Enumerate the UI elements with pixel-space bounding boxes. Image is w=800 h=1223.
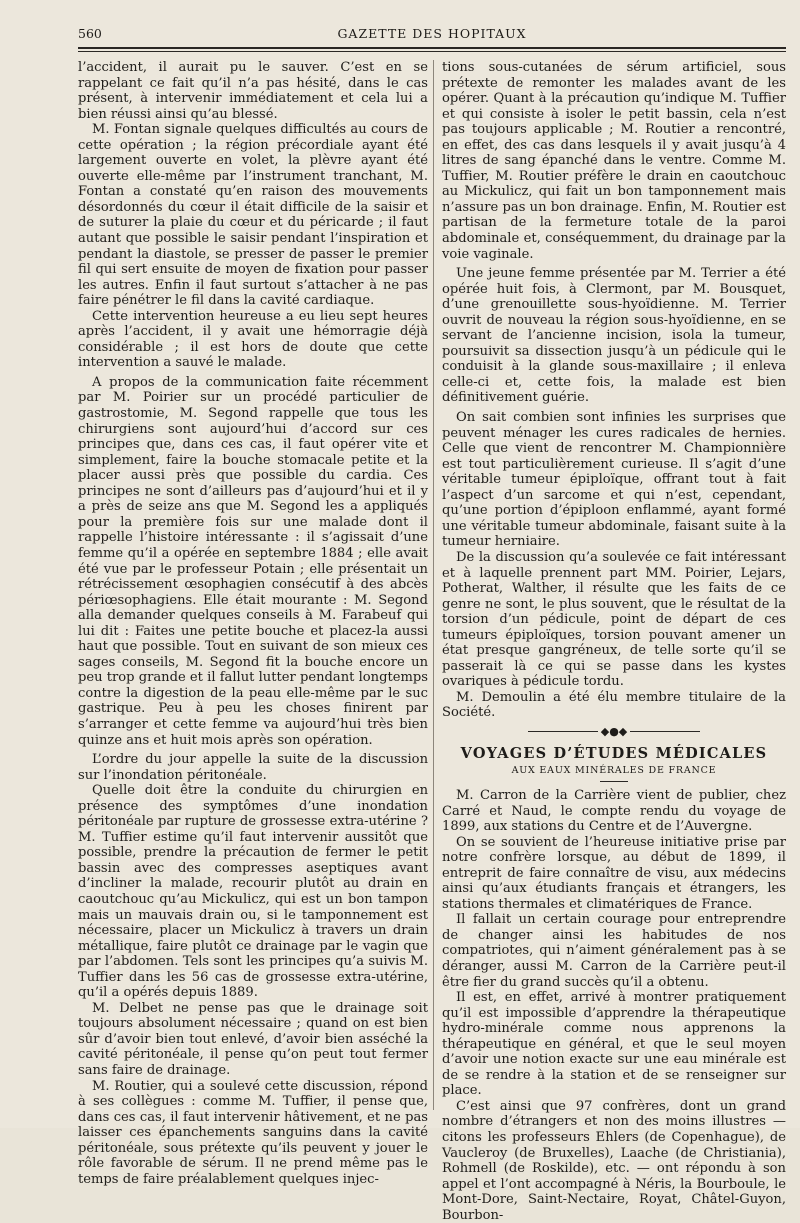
- running-title: GAZETTE DES HOPITAUX: [337, 26, 527, 41]
- short-rule: [600, 781, 628, 782]
- page-header: [78, 18, 786, 46]
- paragraph: M. Carron de la Carrière vient de publier, chez Carré et Naud, le compte rendu du voyage de 1899, aux stations du Centre et de l’Auvergne.: [442, 787, 786, 835]
- header-rule-thin: [78, 51, 786, 52]
- paragraph: On sait combien sont infinies les surprises que peuvent ménager les cures radicales de hernies. Celle que vient de rencontrer M. Championnière est tout particulièrement curieuse. Il s’agit d’une véritable tumeur épiploïque, offrant tout à fait l’aspect d’un sarcome et qui n’est, cependant, qu’une portion d’épiploon enflammé, ayant formé une véritable tumeur abdominale, faisant suite à la tumeur herniaire.: [442, 410, 786, 550]
- paragraph: On se souvient de l’heureuse initiative prise par notre confrère lorsque, au début de 1899, il entreprit de faire connaître de visu, aux médecins ainsi qu’aux étudiants français et étrangers, les stations thermales et climatériques de France.: [442, 834, 786, 912]
- paragraph: l’accident, il aurait pu le sauver. C’est en se rappelant ce fait qu’il n’a pas hésité, dans le cas présent, à intervenir immédiatement et cela lui a bien réussi ainsi qu’au blessé.: [78, 60, 428, 122]
- header-rule: [78, 47, 786, 49]
- section-separator: [442, 723, 786, 741]
- paragraph: C’est ainsi que 97 confrères, dont un grand nombre d’étrangers et non des moins illustres — citons les professeurs Ehlers (de Copenhague), de Vaucleroy (de Bruxelles), Laache (de Christiania), Rohmell (de Roskilde), etc. — ont répondu à son appel et l’ont accompagné à Néris, la Bourboule, le Mont-Dore, Saint-Nectaire, Royat, Châtel-Guyon, Bourbon-: [442, 1098, 786, 1223]
- paragraph: M. Fontan signale quelques difficultés au cours de cette opération ; la région précordiale ayant été largement ouverte en volet, la plèvre ayant été ouverte elle-même par l’instrument tranchant, M. Fontan a constaté qu’en raison des mouvements désordonnés du cœur il était difficile de la saisir et de suturer la plaie du cœur et du péricarde ; il faut autant que possible le saisir pendant l’inspiration et pendant la diastole, se presser de passer le premier fil qui sert ensuite de moyen de fixation pour passer les autres. Enfin il faut surtout s’attacher à ne pas faire pénétrer le fil dans la cavité cardiaque.: [78, 122, 428, 309]
- column-divider: [433, 60, 434, 1110]
- paragraph: L’ordre du jour appelle la suite de la discussion sur l’inondation péritonéale.: [78, 752, 428, 783]
- paragraph: A propos de la communication faite récemment par M. Poirier sur un procédé particulier de gastrostomie, M. Segond rappelle que tous les chirurgiens sont aujourd’hui d’accord sur ces principes que, dans ces cas, il faut opérer vite et simplement, faire la bouche stomacale petite et la placer aussi près que possible du cardia. Ces principes ne sont d’ailleurs pas d’aujourd’hui et il y a près de seize ans que M. Segond les a appliqués pour la première fois sur une malade dont il rappelle l’histoire intéressante : il s’agissait d’une femme qu’il a opérée en septembre 1884 ; elle avait été vue par le professeur Potain ; elle présentait un rétrécissement œsophagien consécutif à des abcès périœsophagiens. Elle était mourante : M. Segond alla demander quelques conseils à M. Farabeuf qui lui dit : Faites une petite bouche et placez-la aussi haut que possible. Tout en suivant de son mieux ces sages conseils, M. Segond fit la bouche encore un peu trop grande et il fallut lutter pendant longtemps contre la digestion de la peau elle-même par le suc gastrique. Peu à peu les choses finirent par s’arranger et cette femme va aujourd’hui très bien quinze ans et huit mois après son opération.: [78, 374, 428, 748]
- paragraph: Il fallait un certain courage pour entreprendre de changer ainsi les habitudes de nos compatriotes, qui n’aiment généralement pas à se déranger, aussi M. Carron de la Carrière peut-il être fier du grand succès qu’il a obtenu.: [442, 912, 786, 990]
- right-column: [442, 60, 786, 1223]
- left-column: [78, 60, 428, 1187]
- paragraph: M. Demoulin a été élu membre titulaire de la Société.: [442, 689, 786, 721]
- paragraph: M. Delbet ne pense pas que le drainage soit toujours absolument nécessaire ; quand on est bien sûr d’avoir bien tout enlevé, d’avoir bien asséché la cavité péritonéale, il pense qu’on peut tout fermer sans faire de drainage.: [78, 1000, 428, 1078]
- paragraph: M. Routier, qui a soulevé cette discussion, répond à ses collègues : comme M. Tuffier, il pense que, dans ces cas, il faut intervenir hâtivement, et ne pas laisser ces épanchements sanguins dans la cavité péritonéale, sous prétexte qu’ils peuvent y jouer le rôle favorable de sérum. Il ne prend même pas le temps de faire préalablement quelques injec-: [78, 1078, 428, 1187]
- separator-line: [528, 731, 598, 732]
- paragraph: Cette intervention heureuse a eu lieu sept heures après l’accident, il y avait une hémorragie déjà considérable ; il est hors de doute que cette intervention a sauvé le malade.: [78, 308, 428, 371]
- separator-ornament: ◆●◆: [600, 725, 628, 739]
- section-title: VOYAGES D’ÉTUDES MÉDICALES: [460, 744, 768, 762]
- paragraph: Une jeune femme présentée par M. Terrier a été opérée huit fois, à Clermont, par M. Bousquet, d’une grenouillette sous-hyoïdienne. M. Terrier ouvrit de nouveau la région sous-hyoïdienne, en se servant de l’ancienne incision, isola la tumeur, poursuivit sa dissection jusqu’à un pédicule qui le conduisit à la glande sous-maxillaire ; il enleva celle-ci et, cette fois, la malade est bien définitivement guérie.: [442, 266, 786, 406]
- separator-line: [630, 731, 700, 732]
- paragraph: De la discussion qu’a soulevée ce fait intéressant et à laquelle prennent part MM. Poirier, Lejars, Potherat, Walther, il résulte que les faits de ce genre ne sont, le plus souvent, que le résultat de la torsion d’un pédicule, point de départ de ces tumeurs épiploïques, torsion pouvant amener un état presque gangréneux, de telle sorte qu’il se passerait là ce qui se passe dans les kystes ovariques à pédicule tordu.: [442, 549, 786, 690]
- section-subtitle: AUX EAUX MINÉRALES DE FRANCE: [511, 764, 717, 776]
- page-number: 560: [78, 26, 102, 41]
- paragraph: tions sous-cutanées de sérum artificiel, sous prétexte de remonter les malades avant de les opérer. Quant à la précaution qu’indique M. Tuffier et qui consiste à isoler le petit bassin, cela n’est pas toujours applicable ; M. Routier a rencontré, en effet, des cas dans lesquels il y avait jusqu’à 4 litres de sang épanché dans le ventre. Comme M. Tuffier, M. Routier préfère le drain en caoutchouc au Mickulicz, qui fait un bon tamponnement mais n’assure pas un bon drainage. Enfin, M. Routier est partisan de la fermeture totale de la paroi abdominale et, conséquemment, du drainage par la voie vaginale.: [442, 60, 786, 262]
- paragraph: Quelle doit être la conduite du chirurgien en présence des symptômes d’une inondation péritonéale par rupture de grossesse extra-utérine ? M. Tuffier estime qu’il faut intervenir aussitôt que possible, prendre la précaution de fermer le petit bassin avec des compresses aseptiques avant d’incliner la malade, recourir plutôt au drain en caoutchouc qu’au Mickulicz, qui est un bon tampon mais un mauvais drain ou, si le tamponnement est nécessaire, placer un Mickulicz à travers un drain métallique, faire plutôt ce drainage par le vagin que par l’abdomen. Tels sont les principes qu’a suivis M. Tuffier dans les 56 cas de grossesse extra-utérine, qu’il a opérés depuis 1889.: [78, 783, 428, 1001]
- paragraph: Il est, en effet, arrivé à montrer pratiquement qu’il est impossible d’apprendre la thérapeutique hydro-minérale comme nous apprenons la thérapeutique en général, et que le seul moyen d’avoir une notion exacte sur une eau minérale est de se rendre à la station et de se renseigner sur place.: [442, 990, 786, 1099]
